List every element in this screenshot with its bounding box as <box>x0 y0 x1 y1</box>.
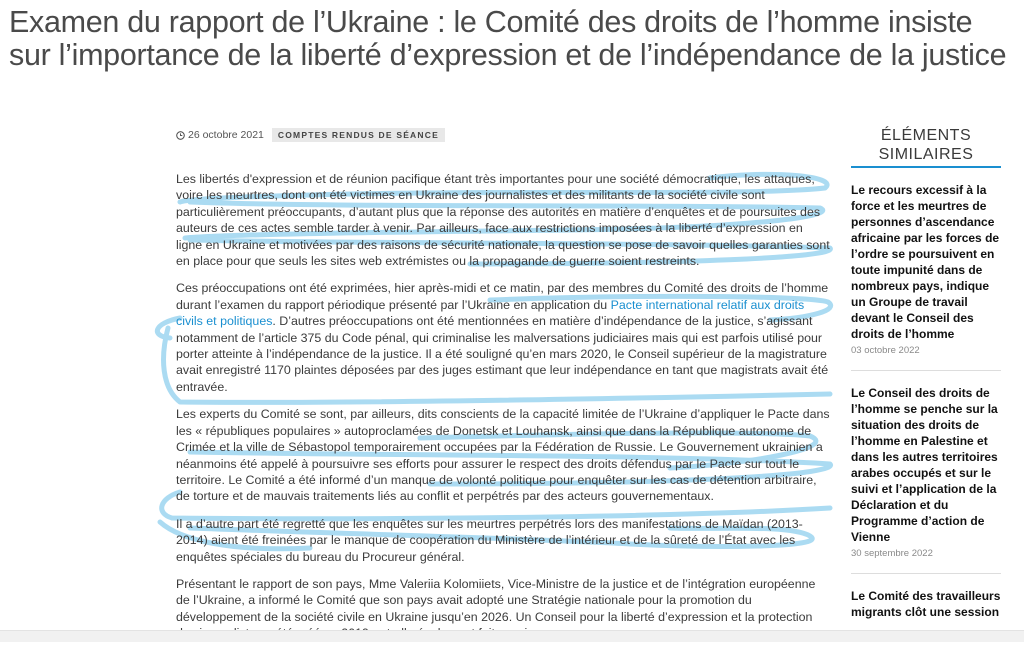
article-body <box>176 171 832 653</box>
sidebar-heading-line2: SIMILAIRES <box>878 146 974 163</box>
sidebar-heading <box>851 126 1001 168</box>
bottom-bar <box>0 630 1024 642</box>
covenant-link[interactable]: Pacte international relatif aux droits civils et politiques <box>176 297 805 329</box>
article-meta <box>176 128 445 142</box>
paragraph-5: Présentant le rapport de son pays, Mme Valeriia Kolomiiets, Vice-Ministre de la justice et de l’intégration européenne de l’Ukraine, a informé le Comité que son pays avait adopté une Stratégie nationale pour la promotion du développement de la société civile en Ukraine jusqu’en 2026. Un Conseil pour la liberté d’expression et la protection <box>176 576 816 624</box>
related-items-sidebar <box>851 126 1001 648</box>
related-item-title[interactable]: Le Conseil des droits de l’homme se penche sur la situation des droits de l’homme en Palestine et dans les autres territoires arabes occupés et sur le suivi et l’application de la Déclaration et du Programme d’action de Vienne <box>851 386 998 544</box>
paragraph-3: Les experts du Comité se sont, par ailleurs, dits conscients de la capacité limitée de l’Ukraine d’appliquer le Pacte dans les « républiques populaires » autoproclamées de Donetsk et Louhansk, ainsi que dans la République autonome de Crimée et la ville de Sébastopol temporairement occupées par la Fédération de Russie. Le Gouvernement ukrainien a néanmoins été appelé à poursuivre ses efforts pour assurer le respect des droits défendus par le Pacte sur tout le territoire. Le Comité a été informé d’un manque de volonté politique pour enquêter sur les cas de détention arbitraire, de torture et de mauvais traitements liés au conflit et perpétrés par des acteurs gouvernementaux. <box>176 407 830 504</box>
paragraph-4: Il a d’autre part été regretté que les enquêtes sur les meurtres perpétrés lors des manifestations de Maïdan (2013-2014) aient été freinées par le manque de coopération du Ministère de l’intérieur et de la sûreté de l’État avec les enquêtes spéciales du bureau du Procureur général. <box>176 516 803 564</box>
related-item[interactable] <box>851 385 1001 574</box>
paragraph-2-start: Ces préoccupations ont été exprimées, hier après-midi et ce matin, par des membres du Comité des droits de l’homme durant l’examen du rapport périodique présenté par l’Ukraine en application du <box>176 281 829 312</box>
publish-date: 26 octobre 2021 <box>188 129 264 141</box>
paragraph-2-end: . D’autres préoccupations ont été mentionnées en matière d’indépendance de la justice, s’agissant notamment de l’article 375 du Code pénal, qui criminalise les malversations judiciaires mais qui est parfois utilisé pour porter atteinte à l’indépendance de la justice. Il a été souligné qu’en mars 2020, le Conseil supérieur de la magistrature avait enregistré 1170 plaintes déposées par des juges estimant que leur indépendance en tant que magistrats avait été entravée. <box>176 314 829 394</box>
paragraph-2 <box>176 280 832 395</box>
page-title: Examen du rapport de l’Ukraine : le Comité des droits de l’homme insiste sur l’importance de la liberté d’expression et de l’indépendance de la justice <box>9 5 1007 72</box>
paragraph-1: Les libertés d'expression et de réunion pacifique étant très importantes pour une société démocratique, les attaques, voire les meurtres, dont ont été victimes en Ukraine des journalistes et des militants de la société civile sont particulièrement préoccupants, d’autant plus que la réponse des autorités en matière d’enquêtes et de poursuites des auteurs de ces actes semble tarder à venir. Par ailleurs, face aux restrictions imposées à la liberté d’expression en ligne en Ukraine et motivées par des raisons de sécurité nationale, la question se pose de savoir quelles garanties sont en place pour que seuls les sites web extrémistes ou la propagande de guerre soient restreints. <box>176 172 830 269</box>
related-item[interactable] <box>851 588 1001 634</box>
related-item[interactable] <box>851 182 1001 371</box>
sidebar-heading-line1: ÉLÉMENTS <box>880 127 972 144</box>
related-item-title[interactable]: Le recours excessif à la force et les meurtres de personnes d’ascendance africaine par les forces de l’ordre se poursuivent en toute impunité dans de nombreux pays, indique un Groupe de travail devant le Conseil des droits de l’homme <box>851 183 1000 341</box>
category-tag[interactable]: COMPTES RENDUS DE SÉANCE <box>272 128 445 142</box>
related-item-title[interactable]: Le Comité des travailleurs migrants clôt une session <box>851 589 1001 619</box>
related-item-date: 30 septembre 2022 <box>851 548 933 559</box>
related-item-date: 03 octobre 2022 <box>851 345 920 356</box>
clock-icon <box>176 131 185 140</box>
